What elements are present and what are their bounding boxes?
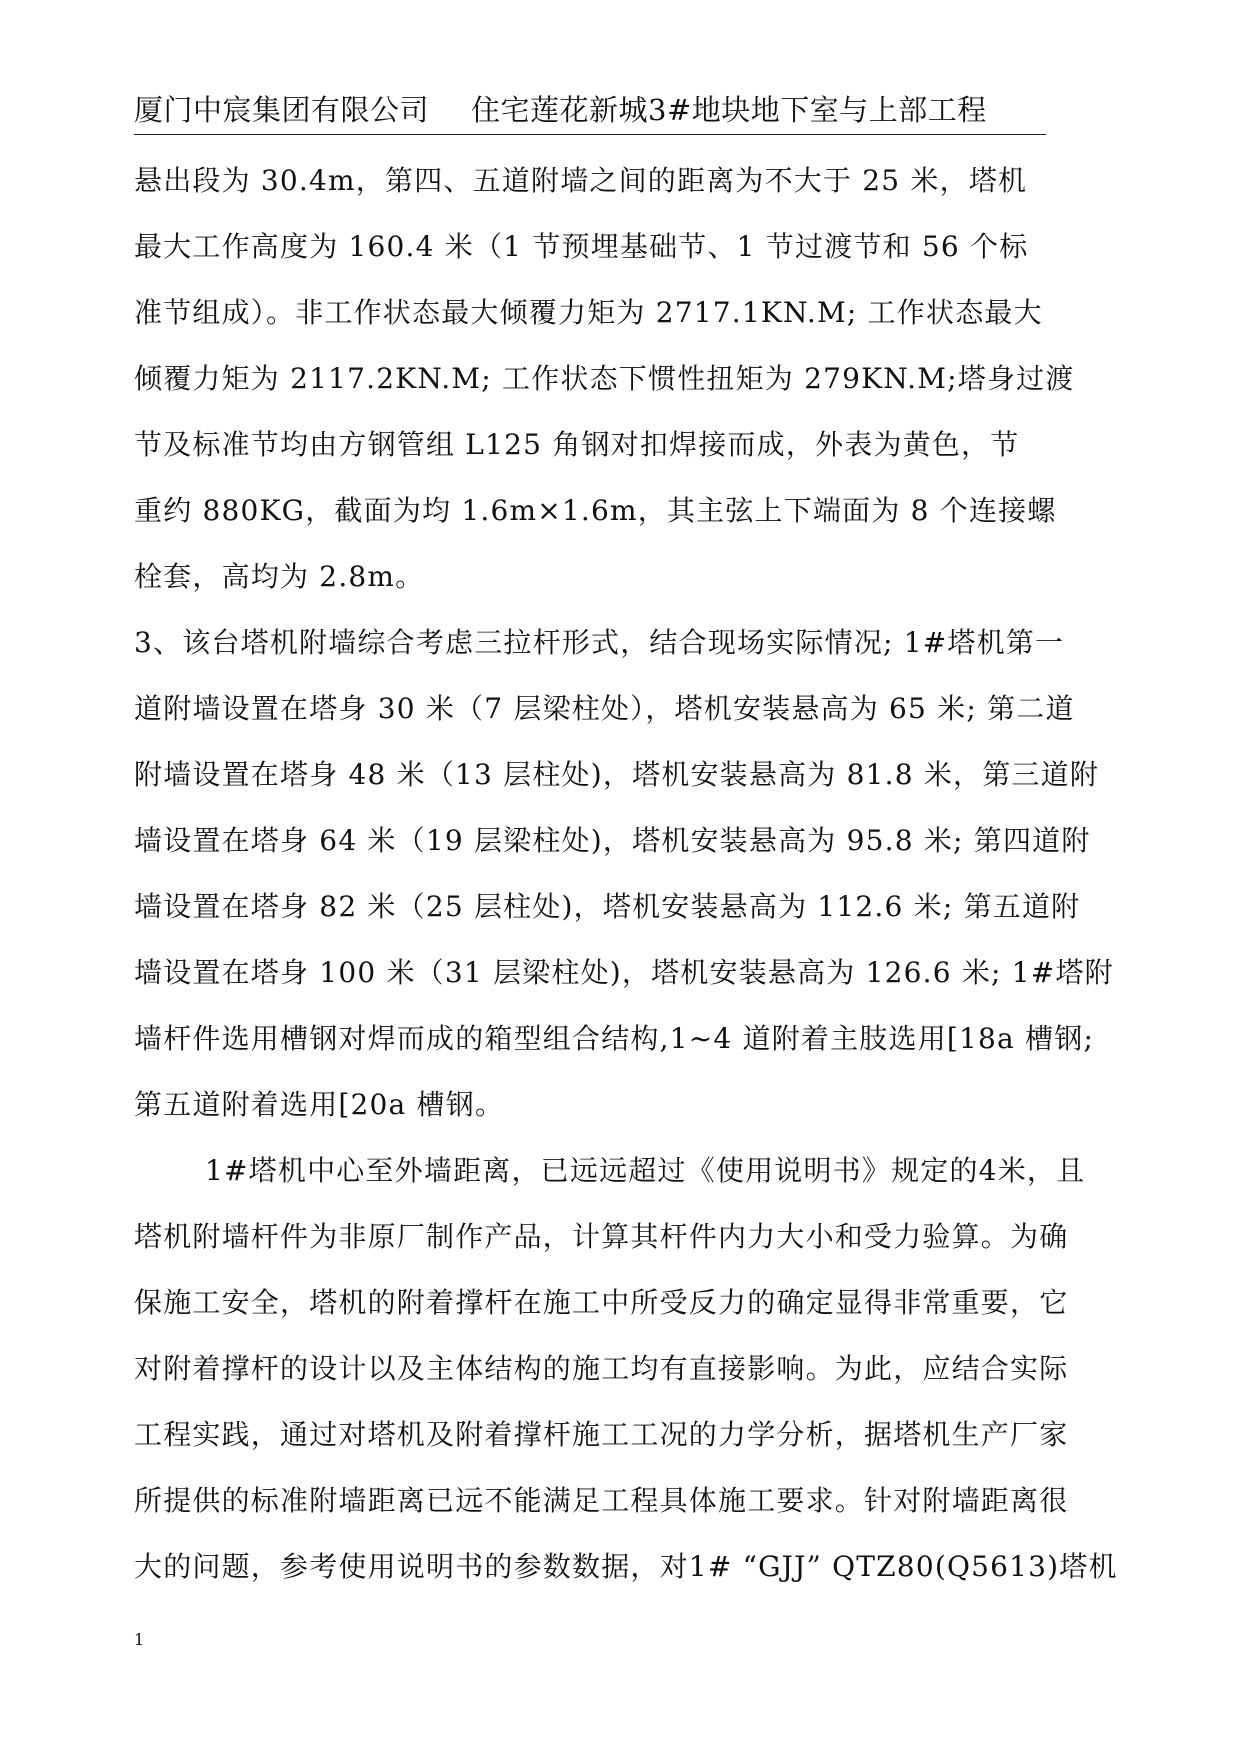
body-line: 悬出段为 30.4m，第四、五道附墙之间的距离为不大于 25 米，塔机	[134, 164, 1028, 197]
body-line: 重约 880KG，截面为均 1.6m×1.6m，其主弦上下端面为 8 个连接螺	[134, 494, 1057, 527]
body-line: 保施工安全，塔机的附着撑杆在施工中所受反力的确定显得非常重要，它	[134, 1286, 1069, 1319]
page-header	[134, 90, 1114, 130]
header-rule	[134, 134, 1046, 135]
body-line: 墙杆件选用槽钢对焊而成的箱型组合结构,1~4 道附着主肢选用[18a 槽钢;	[134, 1022, 1095, 1055]
body-line: 附墙设置在塔身 48 米（13 层柱处)，塔机安装悬高为 81.8 米，第三道附	[134, 758, 1100, 791]
body-line: 墙设置在塔身 100 米（31 层梁柱处)，塔机安装悬高为 126.6 米; 1#塔附	[134, 956, 1114, 989]
body-line: 第五道附着选用[20a 槽钢。	[134, 1088, 505, 1121]
body-line: 墙设置在塔身 64 米（19 层梁柱处)，塔机安装悬高为 95.8 米; 第四道附	[134, 824, 1091, 857]
body-line: 所提供的标准附墙距离已远不能满足工程具体施工要求。针对附墙距离很	[134, 1484, 1069, 1517]
body-line: 栓套，高均为 2.8m。	[134, 560, 425, 593]
header-company: 厦门中宸集团有限公司	[134, 93, 430, 127]
header-project: 住宅莲花新城3#地块地下室与上部工程	[471, 93, 987, 127]
body-line: 3、该台塔机附墙综合考虑三拉杆形式，结合现场实际情况; 1#塔机第一	[134, 626, 1065, 659]
page-number: 1	[134, 1630, 145, 1649]
body-line: 道附墙设置在塔身 30 米（7 层梁柱处），塔机安装悬高为 65 米; 第二道	[134, 692, 1075, 725]
body-line: 节及标准节均由方钢管组 L125 角钢对扣焊接而成，外表为黄色，节	[134, 428, 1020, 461]
paragraph-first-line: 1#塔机中心至外墙距离，已远远超过《使用说明书》规定的4米，且	[205, 1154, 1086, 1187]
body-line: 塔机附墙杆件为非原厂制作产品，计算其杆件内力大小和受力验算。为确	[134, 1220, 1069, 1253]
body-line: 准节组成）。非工作状态最大倾覆力矩为 2717.1KN.M; 工作状态最大	[134, 296, 1043, 329]
body-line: 对附着撑杆的设计以及主体结构的施工均有直接影响。为此，应结合实际	[134, 1352, 1069, 1385]
body-line: 最大工作高度为 160.4 米（1 节预埋基础节、1 节过渡节和 56 个标	[134, 230, 1029, 263]
body-line: 大的问题，参考使用说明书的参数数据，对1# “GJJ” QTZ80(Q5613)塔机	[134, 1550, 1118, 1583]
body-line: 墙设置在塔身 82 米（25 层柱处)，塔机安装悬高为 112.6 米; 第五道附	[134, 890, 1081, 923]
body-line: 倾覆力矩为 2117.2KN.M; 工作状态下惯性扭矩为 279KN.M;塔身过渡	[134, 362, 1075, 395]
body-line: 工程实践，通过对塔机及附着撑杆施工工况的力学分析，据塔机生产厂家	[134, 1418, 1069, 1451]
